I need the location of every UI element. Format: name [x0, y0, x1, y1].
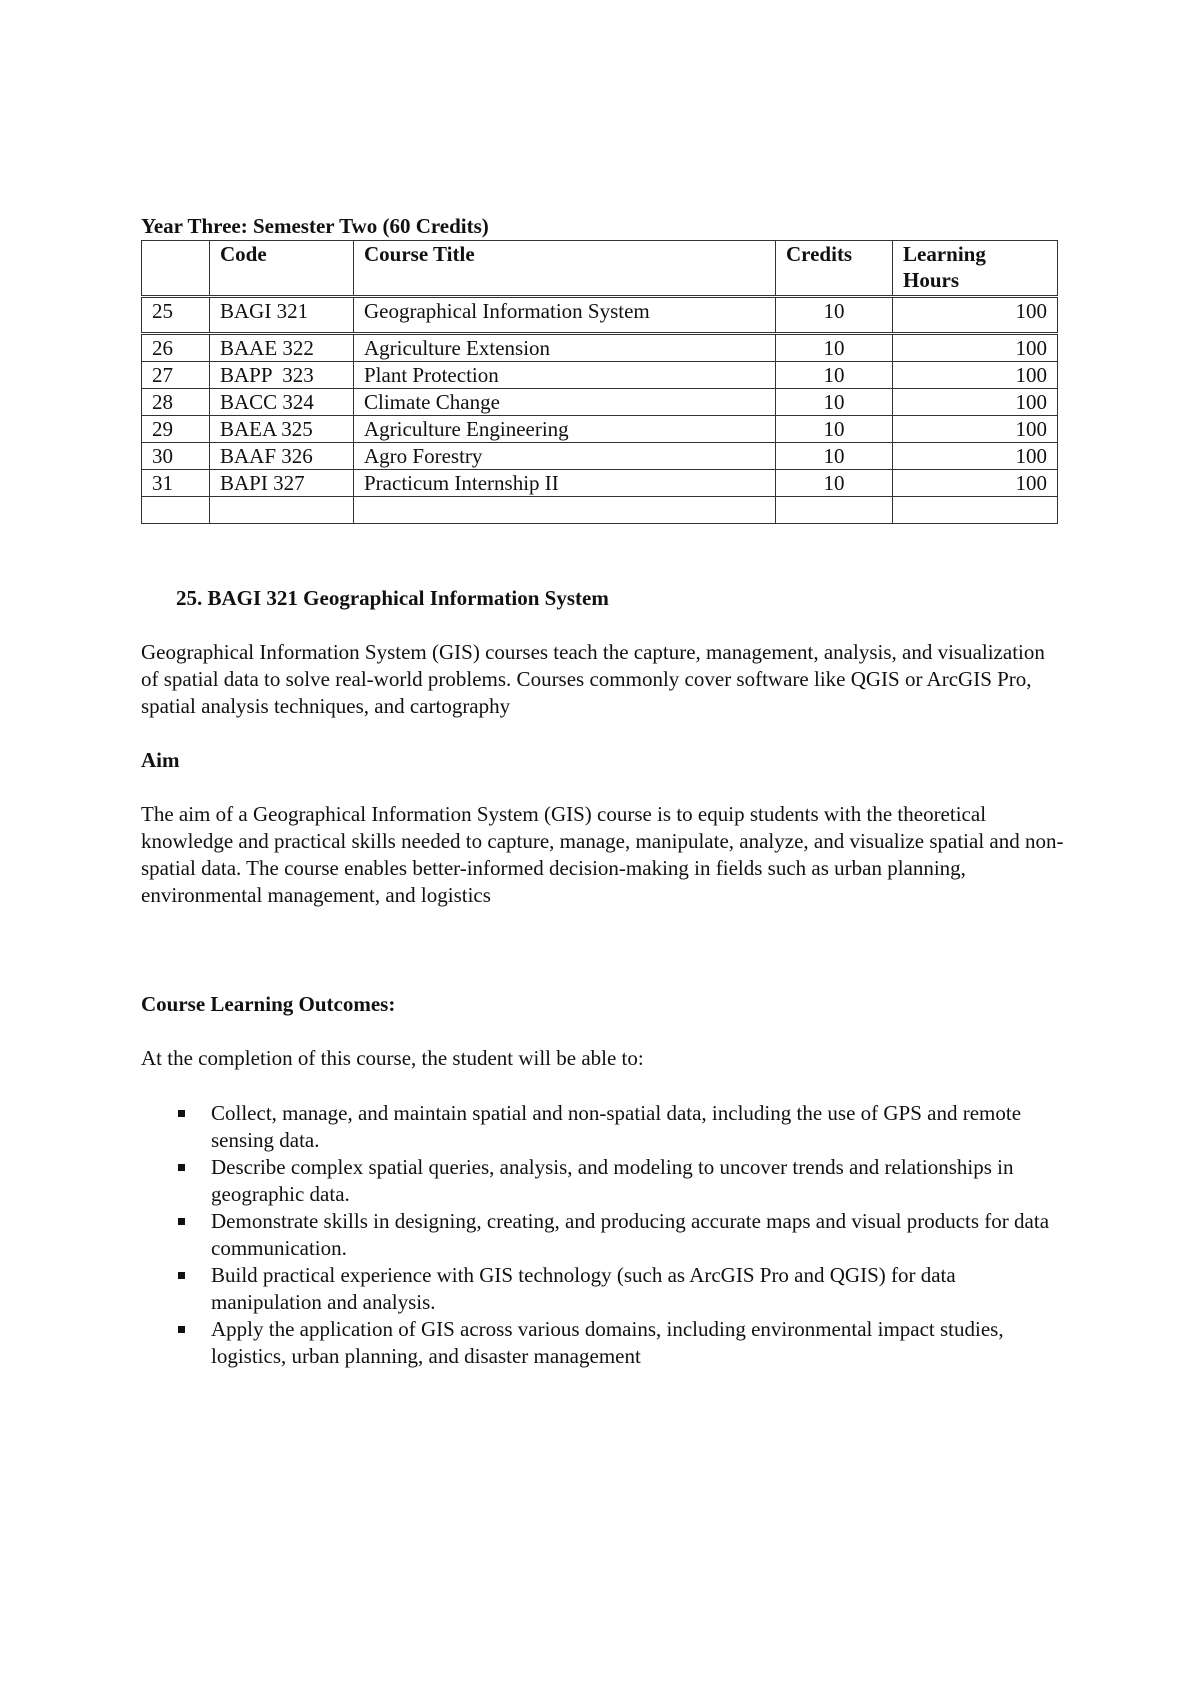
- table-header-row: [142, 241, 1058, 297]
- outcomes-list: [141, 1100, 1061, 1370]
- row-number: 26: [142, 334, 210, 362]
- course-table: [141, 240, 1058, 524]
- header-course-title: Course Title: [354, 241, 776, 297]
- square-bullet-icon: [178, 1326, 185, 1333]
- row-hours: 100: [893, 416, 1058, 443]
- row-number: 29: [142, 416, 210, 443]
- row-credits: 10: [776, 389, 893, 416]
- row-number: 25: [142, 297, 210, 334]
- row-hours: [893, 497, 1058, 524]
- square-bullet-icon: [178, 1272, 185, 1279]
- square-bullet-icon: [178, 1110, 185, 1117]
- row-title: Plant Protection: [354, 362, 776, 389]
- row-credits: 10: [776, 416, 893, 443]
- row-credits: [776, 497, 893, 524]
- table-row: [142, 389, 1058, 416]
- row-number: 27: [142, 362, 210, 389]
- row-code: BAGI 321: [210, 297, 354, 334]
- row-credits: 10: [776, 443, 893, 470]
- row-code: BAPP 323: [210, 362, 354, 389]
- aim-text: The aim of a Geographical Information System (GIS) course is to equip students with the theoretical knowledge and practical skills needed to capture, manage, manipulate, analyze, and visualize spatial and non-spatial data. The course enables better-informed decision-making in fields such as urban planning, environmental management, and logistics: [141, 802, 1064, 907]
- header-code: Code: [210, 241, 354, 297]
- list-item: [141, 1262, 1061, 1316]
- table-row: [142, 416, 1058, 443]
- outcome-text: Apply the application of GIS across various domains, including environmental impact studies, logistics, urban planning, and disaster management: [211, 1317, 1004, 1368]
- row-hours: 100: [893, 470, 1058, 497]
- row-number: 31: [142, 470, 210, 497]
- list-item: [141, 1316, 1061, 1370]
- row-title: Agro Forestry: [354, 443, 776, 470]
- row-hours: 100: [893, 362, 1058, 389]
- row-code: BACC 324: [210, 389, 354, 416]
- row-code: BAAF 326: [210, 443, 354, 470]
- course-intro: Geographical Information System (GIS) courses teach the capture, management, analysis, and visualization of spatial data to solve real-world problems. Courses commonly cover software like QGIS or ArcGIS Pro, spatial analysis techniques, and cartography: [141, 640, 1045, 718]
- row-hours: 100: [893, 389, 1058, 416]
- row-credits: 10: [776, 334, 893, 362]
- table-row: [142, 470, 1058, 497]
- row-title: Agriculture Extension: [354, 334, 776, 362]
- row-title: Practicum Internship II: [354, 470, 776, 497]
- outcome-text: Describe complex spatial queries, analysis, and modeling to uncover trends and relationships in geographic data.: [211, 1155, 1014, 1206]
- outcome-text: Demonstrate skills in designing, creating, and producing accurate maps and visual products for data communication.: [211, 1209, 1050, 1260]
- row-code: BAAE 322: [210, 334, 354, 362]
- row-title: Geographical Information System: [354, 297, 776, 334]
- aim-heading: Aim: [141, 748, 180, 772]
- row-title: Climate Change: [354, 389, 776, 416]
- table-row: [142, 334, 1058, 362]
- row-number: 28: [142, 389, 210, 416]
- table-row: [142, 297, 1058, 334]
- row-hours: 100: [893, 334, 1058, 362]
- list-item: [141, 1154, 1061, 1208]
- list-item: [141, 1208, 1061, 1262]
- header-number: [142, 241, 210, 297]
- row-title: [354, 497, 776, 524]
- table-row-empty: [142, 497, 1058, 524]
- row-title: Agriculture Engineering: [354, 416, 776, 443]
- row-number: [142, 497, 210, 524]
- row-number: 30: [142, 443, 210, 470]
- row-hours: 100: [893, 297, 1058, 334]
- table-row: [142, 362, 1058, 389]
- outcomes-heading: Course Learning Outcomes:: [141, 992, 396, 1016]
- square-bullet-icon: [178, 1164, 185, 1171]
- outcome-text: Collect, manage, and maintain spatial and non-spatial data, including the use of GPS and remote sensing data.: [211, 1101, 1022, 1152]
- header-learning-hours: Learning Hours: [893, 241, 1058, 297]
- row-hours: 100: [893, 443, 1058, 470]
- row-credits: 10: [776, 297, 893, 334]
- outcome-text: Build practical experience with GIS technology (such as ArcGIS Pro and QGIS) for data manipulation and analysis.: [211, 1263, 956, 1314]
- course-heading: 25. BAGI 321 Geographical Information System: [176, 586, 609, 610]
- row-code: [210, 497, 354, 524]
- header-credits: Credits: [776, 241, 893, 297]
- list-item: [141, 1100, 1061, 1154]
- row-credits: 10: [776, 362, 893, 389]
- square-bullet-icon: [178, 1218, 185, 1225]
- table-heading: Year Three: Semester Two (60 Credits): [141, 214, 489, 238]
- row-credits: 10: [776, 470, 893, 497]
- row-code: BAEA 325: [210, 416, 354, 443]
- outcomes-intro: At the completion of this course, the student will be able to:: [141, 1046, 644, 1070]
- table-row: [142, 443, 1058, 470]
- row-code: BAPI 327: [210, 470, 354, 497]
